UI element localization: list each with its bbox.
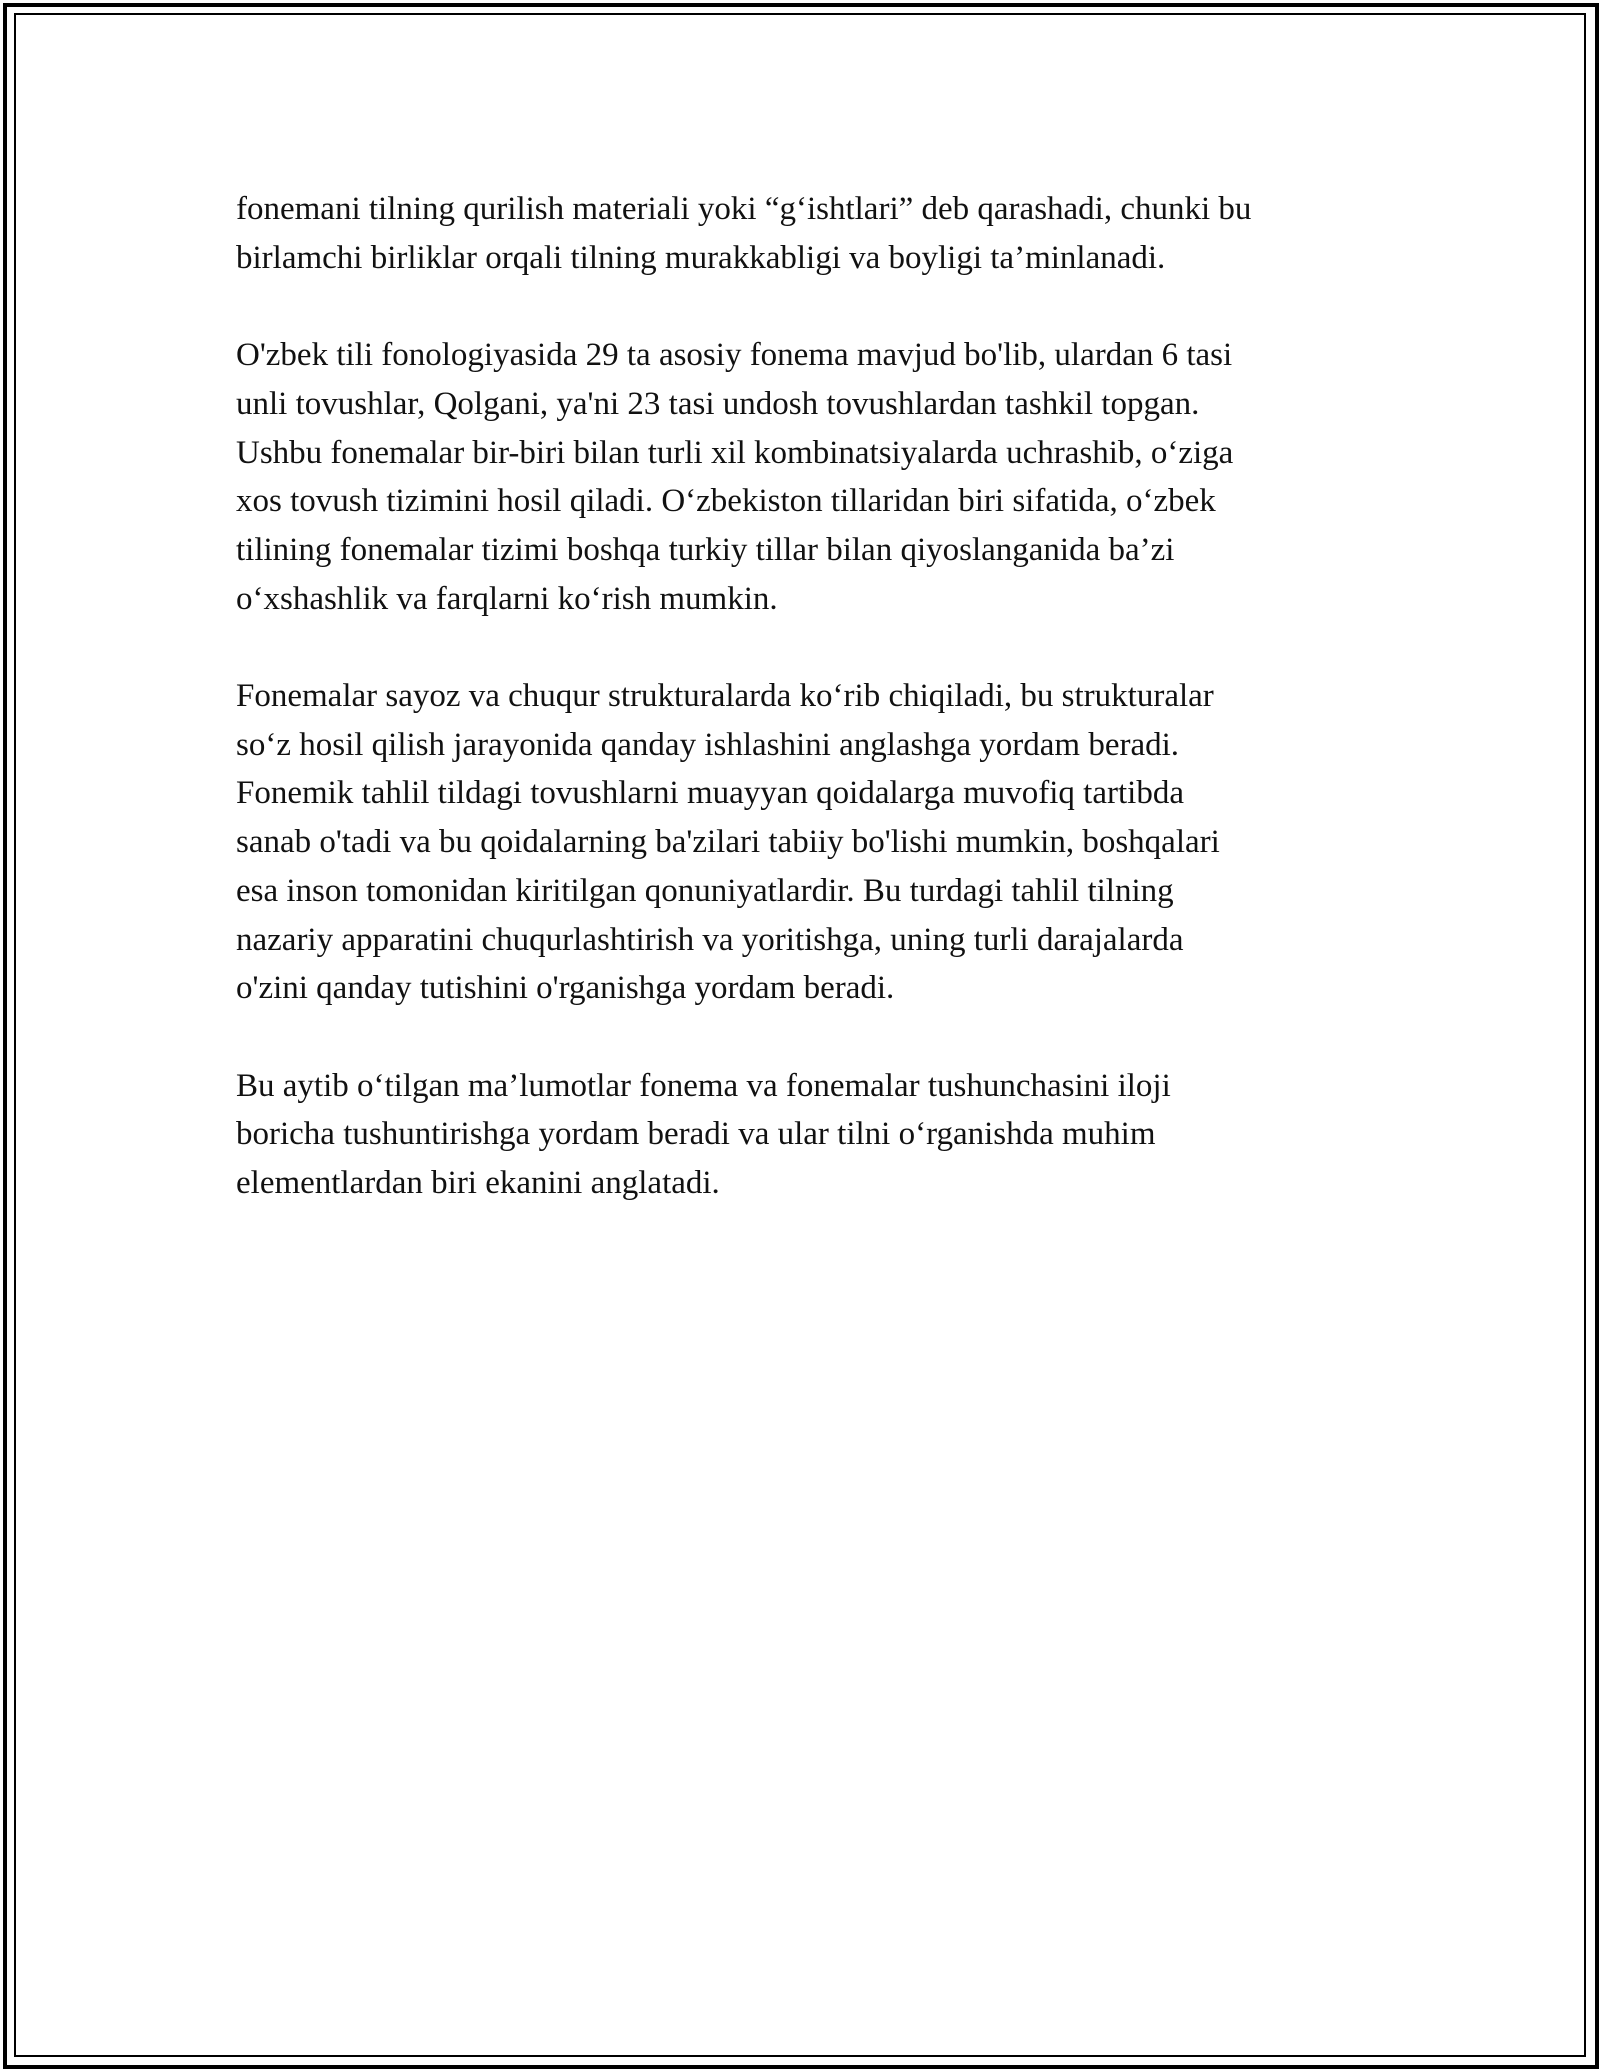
- paragraph-1: fonemani tilning qurilish materiali yoki “g‘ishtlari” deb qarashadi, chunki bu birlamchi birliklar orqali tilning murakkabligi va boyligi ta’minlanadi.: [236, 191, 1252, 276]
- paragraph-3: Fonemalar sayoz va chuqur strukturalarda ko‘rib chiqiladi, bu strukturalar so‘z hosil qilish jarayonida qanday ishlashini anglashga yordam beradi. Fonemik tahlil tildagi tovushlarni muayyan qoidalarga muvofiq tartibda sanab o'tadi va bu qoidalarning ba'zilari tabiiy bo'lishi mumkin, boshqalari esa inson tomonidan kiritilgan qonuniyatlardir. Bu turdagi tahlil tilning nazariy apparatini chuqurlashtirish va yoritishga, uning turli darajalarda o'zini qanday tutishini o'rganishga yordam beradi.: [236, 678, 1220, 1007]
- paragraph-2: O'zbek tili fonologiyasida 29 ta asosiy fonema mavjud bo'lib, ulardan 6 tasi unli tovushlar, Qolgani, ya'ni 23 tasi undosh tovushlardan tashkil topgan. Ushbu fonemalar bir-biri bilan turli xil kombinatsiyalarda uchrashib, o‘ziga xos tovush tizimini hosil qiladi. O‘zbekiston tillaridan biri sifatida, o‘zbek tilining fonemalar tizimi boshqa turkiy tillar bilan qiyoslanganida ba’zi o‘xshashlik va farqlarni ko‘rish mumkin.: [236, 337, 1234, 617]
- document-body: [236, 185, 1386, 1256]
- paragraph-4: Bu aytib o‘tilgan ma’lumotlar fonema va fonemalar tushunchasini iloji boricha tushuntirishga yordam beradi va ular tilni o‘rganishda muhim elementlardan biri ekanini anglatadi.: [236, 1067, 1171, 1202]
